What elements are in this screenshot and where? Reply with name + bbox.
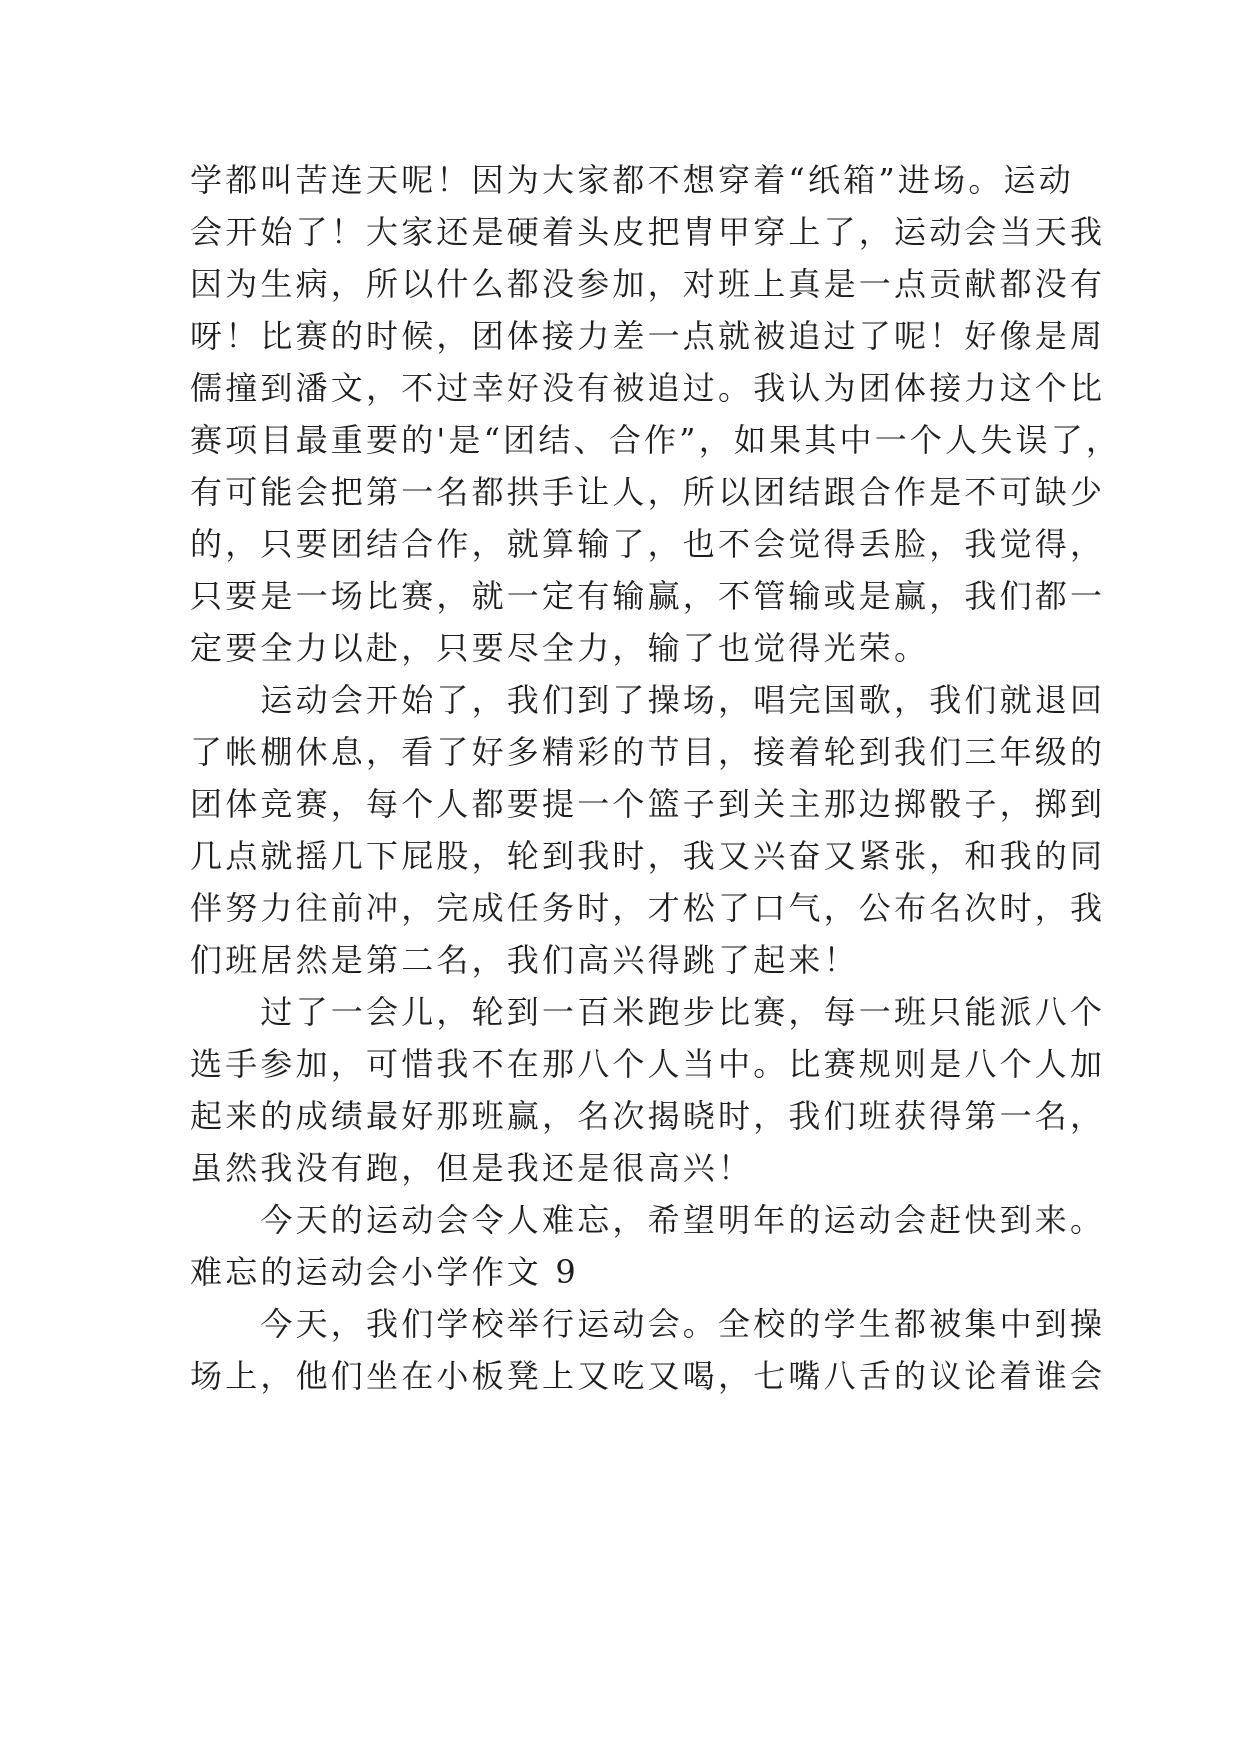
text-line: 团体竞赛，每个人都要提一个篮子到关主那边掷骰子，掷到 <box>190 785 1106 823</box>
section-title: 难忘的运动会小学作文 9 <box>190 1253 579 1291</box>
text-line: 因为生病，所以什么都没参加，对班上真是一点贡献都没有 <box>190 265 1106 303</box>
text-line: 呀！比赛的时候，团体接力差一点就被追过了呢！好像是周 <box>190 317 1106 355</box>
text-line: 们班居然是第二名，我们高兴得跳了起来！ <box>190 941 859 979</box>
text-line: 会开始了！大家还是硬着头皮把胄甲穿上了，运动会当天我 <box>190 213 1106 251</box>
text-line: 学都叫苦连天呢！因为大家都不想穿着“纸箱”进场。运动 <box>190 161 1074 199</box>
text-line: 的，只要团结合作，就算输了，也不会觉得丢脸，我觉得， <box>190 525 1106 563</box>
text-line: 了帐棚休息，看了好多精彩的节目，接着轮到我们三年级的 <box>190 733 1106 771</box>
text-line: 场上，他们坐在小板凳上又吃又喝，七嘴八舌的议论着谁会 <box>190 1357 1106 1395</box>
text-line: 今天的运动会令人难忘，希望明年的运动会赶快到来。 <box>190 1201 1106 1239</box>
text-line: 伴努力往前冲，完成任务时，才松了口气，公布名次时，我 <box>190 889 1106 927</box>
text-line: 赛项目最重要的'是“团结、合作”，如果其中一个人失误了， <box>190 421 1122 459</box>
text-line: 儒撞到潘文，不过幸好没有被追过。我认为团体接力这个比 <box>190 369 1106 407</box>
text-line: 起来的成绩最好那班赢，名次揭晓时，我们班获得第一名， <box>190 1097 1106 1135</box>
text-line: 几点就摇几下屁股，轮到我时，我又兴奋又紧张，和我的同 <box>190 837 1106 875</box>
text-line: 今天，我们学校举行运动会。全校的学生都被集中到操 <box>190 1305 1106 1343</box>
text-line: 只要是一场比赛，就一定有输赢，不管输或是赢，我们都一 <box>190 577 1106 615</box>
text-line: 选手参加，可惜我不在那八个人当中。比赛规则是八个人加 <box>190 1045 1106 1083</box>
text-line: 定要全力以赴，只要尽全力，输了也觉得光荣。 <box>190 629 930 667</box>
text-line: 虽然我没有跑，但是我还是很高兴！ <box>190 1149 754 1187</box>
text-line: 运动会开始了，我们到了操场，唱完国歌，我们就退回 <box>190 681 1106 719</box>
text-line: 过了一会儿，轮到一百米跑步比赛，每一班只能派八个 <box>190 993 1106 1031</box>
text-line: 有可能会把第一名都拱手让人，所以团结跟合作是不可缺少 <box>190 473 1106 511</box>
